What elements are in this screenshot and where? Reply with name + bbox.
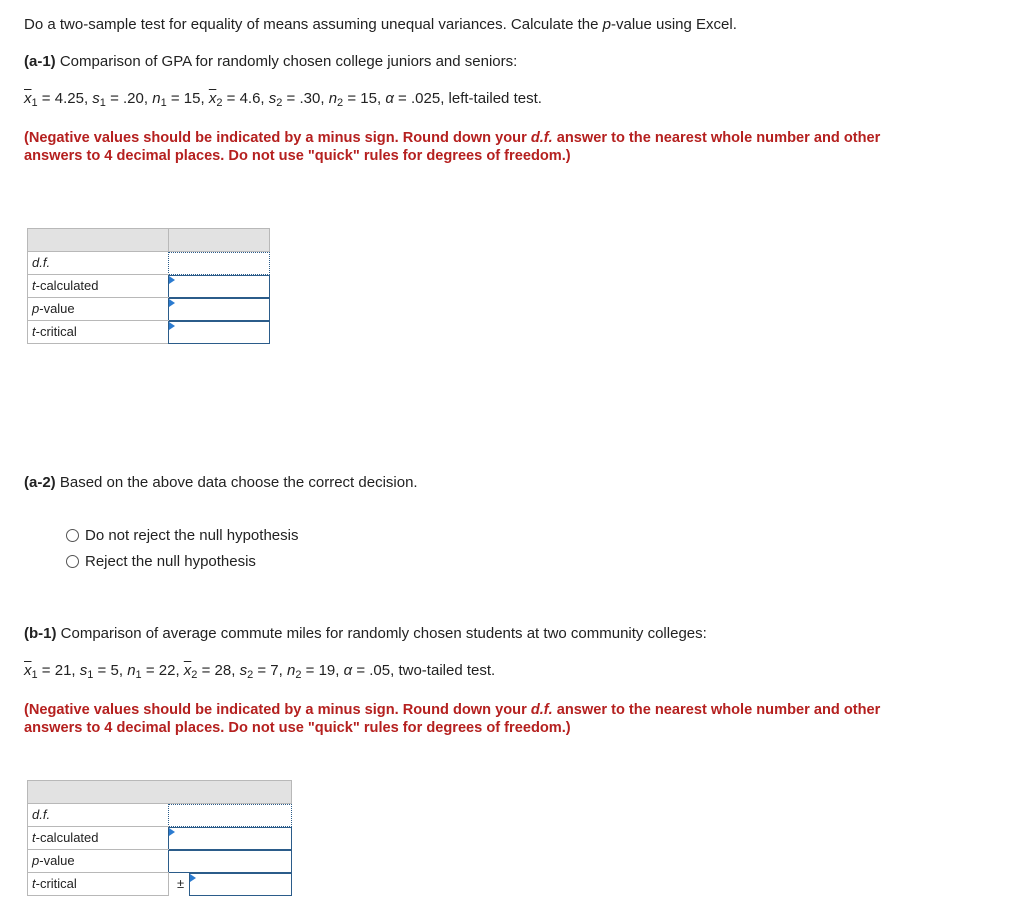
option-label: Reject the null hypothesis	[85, 553, 256, 570]
part-b1-formula: $\overline{x}_1 = 21$, $s_1 = 5$, $n_1 = 22$, $\overline{x}_2 = 28$, $s_2 = 7$, $n_2 = 19$, α = .05, two-tailed test.	[24, 662, 496, 681]
row-label-t-calculated: t-calculated	[27, 274, 169, 298]
table-header-cell	[168, 228, 270, 252]
input-marker-icon	[169, 322, 175, 330]
row-label-t-calculated: t-calculated	[27, 826, 169, 850]
row-label-p-value: p-value	[27, 297, 169, 321]
row-label-t-critical: t-critical	[27, 872, 169, 896]
row-label-p-value: p-value	[27, 849, 169, 873]
t-calculated-input[interactable]	[168, 827, 292, 850]
row-label-t-critical: t-critical	[27, 320, 169, 344]
part-a2-heading: (a-2) Based on the above data choose the correct decision.	[24, 474, 418, 491]
input-marker-icon	[169, 828, 175, 836]
df-input[interactable]	[168, 252, 270, 275]
t-critical-input[interactable]	[168, 321, 270, 344]
rounding-note-b: (Negative values should be indicated by a minus sign. Round down your d.f. answer to the nearest whole number and other answers to 4 decimal places. Do not use "quick" rules for degrees of freedom.)	[24, 702, 881, 736]
p-value-input[interactable]	[168, 298, 270, 321]
t-calculated-input[interactable]	[168, 275, 270, 298]
option-do-not-reject[interactable]	[66, 527, 298, 544]
t-critical-input[interactable]	[189, 873, 292, 896]
instructions: Do a two-sample test for equality of means assuming unequal variances. Calculate the p-value using Excel.	[24, 16, 737, 33]
part-a1-heading: (a-1) Comparison of GPA for randomly chosen college juniors and seniors:	[24, 53, 518, 70]
part-b1-heading: (b-1) Comparison of average commute miles for randomly chosen students at two community colleges:	[24, 625, 707, 642]
input-marker-icon	[190, 874, 196, 882]
option-reject[interactable]	[66, 553, 256, 570]
option-label: Do not reject the null hypothesis	[85, 527, 299, 544]
plus-minus-symbol: ±	[177, 876, 185, 891]
radio-button[interactable]	[66, 529, 79, 542]
part-a1-formula: $\overline{x}_1 = 4.25$, $s_1 = .20$, $n_1 = 15$, $\overline{x}_2 = 4.6$, $s_2 = .30$, $n_2 = 15$, α = .025, left-tailed test.	[24, 90, 542, 109]
radio-button[interactable]	[66, 555, 79, 568]
table-header-cell	[27, 228, 169, 252]
answer-table-a1	[27, 228, 271, 348]
table-header-cell	[27, 780, 292, 804]
input-marker-icon	[169, 276, 175, 284]
df-input[interactable]	[168, 804, 292, 827]
p-value-input[interactable]	[168, 850, 292, 873]
input-marker-icon	[169, 299, 175, 307]
answer-table-b1	[27, 780, 293, 900]
row-label-df: d.f.	[27, 251, 169, 275]
row-label-df: d.f.	[27, 803, 169, 827]
rounding-note-a: (Negative values should be indicated by a minus sign. Round down your d.f. answer to the nearest whole number and other answers to 4 decimal places. Do not use "quick" rules for degrees of freedom.)	[24, 130, 881, 164]
